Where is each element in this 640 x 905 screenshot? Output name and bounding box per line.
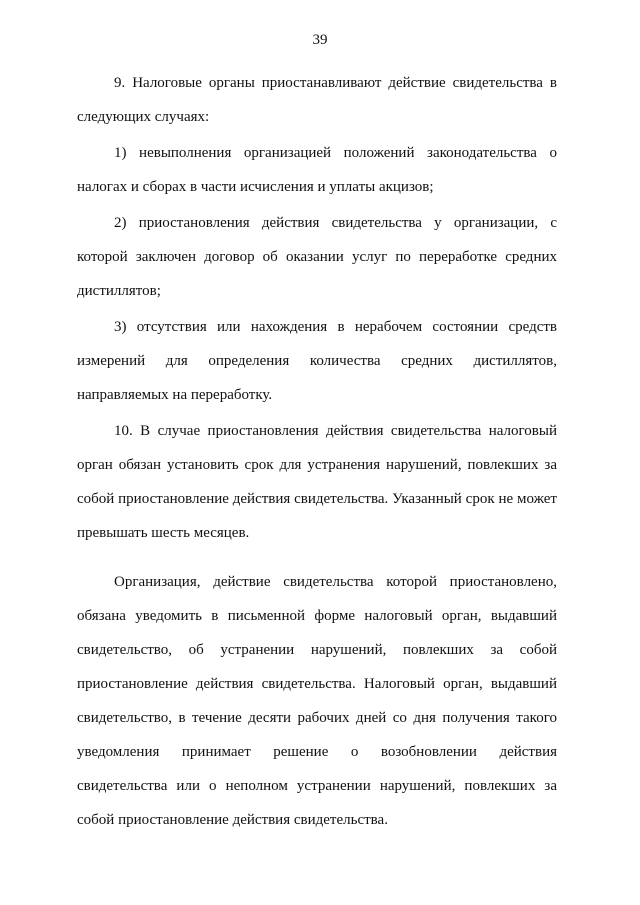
paragraph-9-item-3: 3) отсутствия или нахождения в нерабочем состоянии средств измерений для определения количества средних дистиллятов, направляемых на переработку. [77,319,557,403]
paragraph-9-item-1: 1) невыполнения организацией положений законодательства о налогах и сборах в части исчисления и уплаты акцизов; [77,145,557,195]
document-body [77,66,557,837]
paragraph-9-item-2: 2) приостановления действия свидетельства у организации, с которой заключен договор об оказании услуг по переработке средних дистиллятов; [77,215,557,299]
paragraph-10: 10. В случае приостановления действия свидетельства налоговый орган обязан установить срок для устранения нарушений, повлекших за собой приостановление действия свидетельства. Указанный срок не может превышать шесть месяцев. [77,423,557,541]
paragraph-9: 9. Налоговые органы приостанавливают действие свидетельства в следующих случаях: [77,75,557,125]
paragraph-10-continuation: Организация, действие свидетельства которой приостановлено, обязана уведомить в письменной форме налоговый орган, выдавший свидетельство, об устранении нарушений, повлекших за собой приостановление действия свидетельства. Налоговый орган, выдавший свидетельство, в течение десяти рабочих дней со дня получения такого уведомления принимает решение о возобновлении действия свидетельства или о неполном устранении нарушений, повлекших за собой приостановление действия свидетельства. [77,574,557,828]
page-number: 39 [312,32,328,48]
